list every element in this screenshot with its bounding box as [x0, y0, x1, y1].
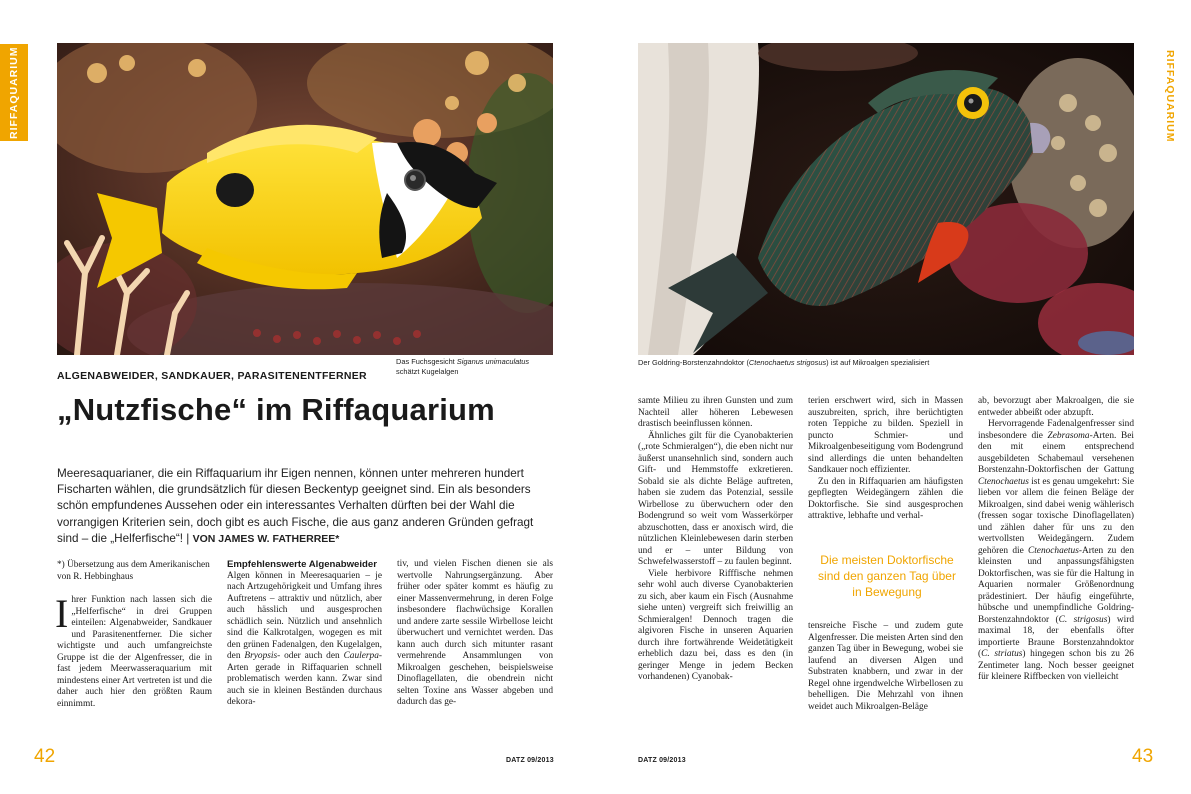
- section-tab-right: [1164, 50, 1176, 143]
- section-tab-left: [0, 44, 28, 141]
- issue-label-left: DATZ 09/2013: [506, 757, 554, 764]
- photo-caption-left: Das Fuchsgesicht Siganus unimaculatus schätzt Kugelalgen: [396, 357, 530, 376]
- right-column-3: ab, bevorzugt aber Makroalgen, die sie entweder abbeißt oder abzupft. Hervorragende Fadenalgenfresser sind insbesondere die Zebrasoma-Arten. Bei den mit einem entsprechend ausgebildeten Schabemaul versehenen Borstenzahn-Doktorfischen der Gattung Ctenochaetus ist es genau umgekehrt: Sie lieben vor allem die feinen Beläge der Mikroalgen, sind dabei wenig wählerisch (fressen sogar toxische Dinoflagellaten) und zählen daher für uns zu den wertvollsten Weidegängern. Zudem gehören die Ctenochaetus-Arten zu den kleinsten und anpassungsfähigsten Doktorfischen, was sie für die Haltung in Aquarien normaler Größenordnung prädestiniert. Der häufig eingeführte, hübsche und unempfindliche Goldring-Borstenzahndoktor (C. strigosus) wird maximal 18, der ebenfalls öfter importierte Braune Borstenzahndoktor (C. striatus) hingegen schon bis zu 26 Zentimeter lang. Noch besser geeignet für kleinere Riffbecken von vielleicht: [978, 396, 1134, 682]
- page-number-left: 42: [34, 746, 56, 767]
- footnote: *) Übersetzung aus dem Amerikanischen von R. Hebbinghaus: [57, 560, 210, 582]
- article-title: „Nutzfische“ im Riffaquarium: [57, 392, 495, 427]
- article-lead: Meeresaquarianer, die ein Riffaquarium ihr Eigen nennen, können unter mehreren hundert Fischarten wählen, die grundsätzlich für diesen Beckentyp geeignet sind. Ein als besonders schön empfundenes Aussehen oder ein interessantes Verhalten dürften bei der Wahl die vorrangigen Kriterien sein, doch gibt es auch Fische, die aus ganz anderen Gründen gefragt sind – die „Helferfische“! | VON JAMES W. FATHERREE*: [57, 467, 534, 545]
- photo-foxface-fish: [57, 43, 553, 355]
- left-column-1: *) Übersetzung aus dem Amerikanischen von R. Hebbinghaus Ihrer Funktion nach lassen sich die „Helferfische“ in drei Gruppen einteilen: Algenabweider, Sandkauer und Parasitenentferner. Die sicher wichtigste und auch umfangreichste Gruppe ist die der Algenfresser, die in fast jedem Meerwasseraquarium mit mindestens einer Art vertreten ist und die daher auch hier den größten Raum einnimmt.: [55, 560, 212, 709]
- photo-caption-right: Der Goldring-Borstenzahndoktor (Ctenochaetus strigosus) ist auf Mikroalgen spezialisiert: [638, 358, 930, 367]
- drop-cap: I: [55, 591, 69, 636]
- left-column-2: Empfehlenswerte Algenabweider Algen können in Meeresaquarien – je nach Artzugehörigkeit und Umfang ihres Auftretens – attraktiv und nützlich, aber auch hässlich und ausgesprochen schädlich sein. Nützlich und ansehnlich sind die Kalkrotalgen, wogegen es mit den grünen Fadenalgen, den Kugelalgen, den Bryopsis- oder auch den Caulerpa-Arten gerade in Riffaquarien schnell problematisch werden kann. Zwar sind auch sie in kleinen Beständen durchaus dekora-: [227, 559, 383, 707]
- right-column-2: terien erschwert wird, sich in Massen auszubreiten, sprich, ihre berüchtigten roten Teppiche zu bilden. Speziell in puncto Schmier- und Mikroalgenbeseitigung vom Bodengrund sind allerdings die unten behandelten Sandkauer noch effizienter. Zu den in Riffaquarien am häufigsten gepflegten Weidegängern zählen die Doktorfische. Sie sind ausgesprochen attraktive, lebhafte und verhal-: [808, 396, 963, 521]
- pull-quote: Die meisten Doktorfische sind den ganzen Tag über in Bewegung: [818, 553, 956, 599]
- photo-goldring-tang: [638, 43, 1134, 355]
- section-label: RIFFAQUARIUM: [8, 46, 20, 139]
- left-column-3: tiv, und vielen Fischen dienen sie als wertvolle Nahrungsergänzung. Aber früher oder später kommt es häufig zu einer Massenvermehrung, in deren Folge insbesondere flachwüchsige Korallen und andere zarte sessile Wirbellose leicht überwuchert und vernichtet werden. Das kann auch durch sich mitunter rasant vermehrende Ansammlungen von Mikroalgen geschehen, beispielsweise Dinoflagellaten, die obendrein nicht selten Toxine ans Wasser abgeben und dadurch das ge-: [397, 559, 553, 707]
- article-kicker: ALGENABWEIDER, SANDKAUER, PARASITENENTFERNER: [57, 370, 367, 382]
- foxface-illustration: [57, 43, 553, 355]
- page-number-right: 43: [1132, 746, 1154, 767]
- tang-illustration: [638, 43, 1134, 355]
- byline: VON JAMES W. FATHERREE*: [192, 532, 340, 545]
- section-label-right: RIFFAQUARIUM: [1164, 50, 1176, 143]
- right-column-2-continued: tensreiche Fische – und zudem gute Algenfresser. Die meisten Arten sind den ganzen Tag über in Bewegung, wobei sie laufend an diversen Algen und Substraten knabbern, und zwar in der Regel ohne irgendwelche Wirbellosen zu behelligen. Die Mehrzahl von ihnen weidet auch Mikroalgen-Beläge: [808, 621, 963, 712]
- issue-label-right: DATZ 09/2013: [638, 757, 686, 764]
- right-column-1: samte Milieu zu ihren Gunsten und zum Nachteil aller höheren Lebewesen drastisch beeinflussen können. Ähnliches gilt für die Cyanobakterien („rote Schmieralgen“), die eben nicht nur äußerst unansehnlich sind, sondern auch Gift- und Hemmstoffe exkretieren. Sobald sie als dichte Beläge auftreten, haben sie zudem das Potenzial, sessile Wirbellose zu überwuchern oder den Bodengrund so weit vom Wasserkörper abzuschotten, dass er anoxisch wird, die nützlichen Kleinlebewesen darin sterben und er – unter Bildung von Schwefelwasserstoff – zu faulen beginnt. Viele herbivore Rifffische nehmen sehr wohl auch diverse Cyanobakterien zu sich, aber kaum ein Fisch (Ausnahme siehe unten) vergreift sich freiwillig an Schmieralgen! Dennoch tragen die algivoren Fische in unseren Aquarien durch ihre fortwährende Weidetätigkeit erheblich dazu bei, dass es den (in geringer Menge in jedem Becken vorhandenen) Cyanobak-: [638, 396, 793, 682]
- subheading: Empfehlenswerte Algenabweider: [227, 559, 377, 570]
